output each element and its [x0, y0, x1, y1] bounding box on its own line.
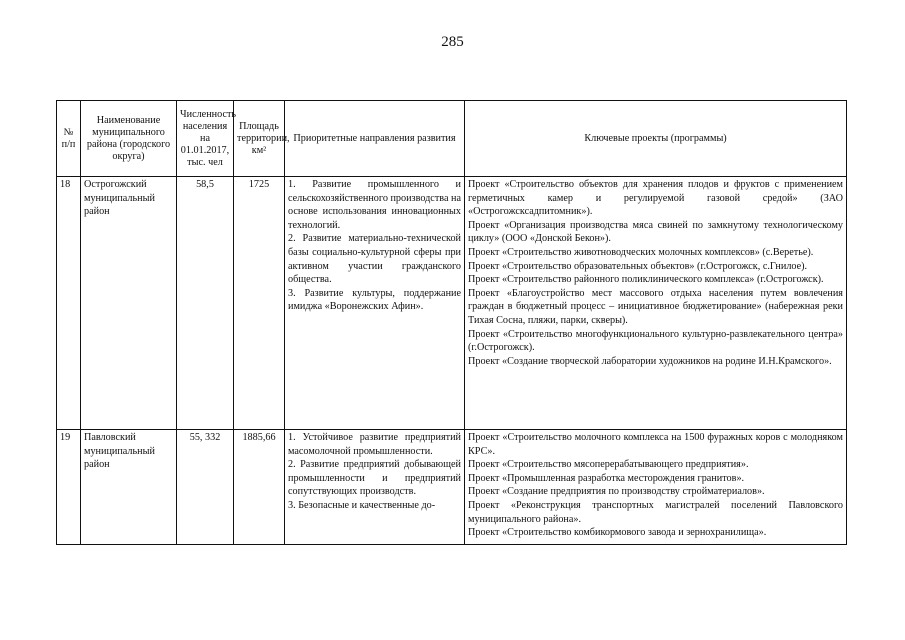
- direction-item: 3. Развитие культуры, поддержание имиджа «Воронежских Афин».: [288, 287, 461, 313]
- project-item: Проект «Создание творческой лаборатории художников на родине И.Н.Крамского».: [468, 355, 832, 367]
- project-item: Проект «Промышленная разработка месторождения гранитов».: [468, 472, 745, 484]
- project-item: Проект «Строительство районного поликлинического комплекса» (г.Острогожск).: [468, 274, 824, 286]
- project-item: Проект «Благоустройство мест массового отдыха населения путем вовлечения граждан в бюджетный процесс – инициативное бюджетирование» (набережная реки Тихая Сосна, пляжи, парки, скверы).: [468, 287, 843, 326]
- header-projects: Ключевые проекты (программы): [465, 101, 847, 177]
- header-directions: Приоритетные направления развития: [285, 101, 465, 177]
- row-district-name: Павловский муниципальный район: [81, 430, 177, 545]
- row-area: 1725: [234, 177, 285, 430]
- project-item: Проект «Создание предприятия по производству стройматериалов».: [468, 486, 765, 498]
- project-item: Проект «Организация производства мяса свиней по замкнутому технологическому циклу» (ООО «Донской Бекон»).: [468, 219, 843, 245]
- table-row: [57, 177, 847, 430]
- project-item: Проект «Строительство комбикормового завода и зернохранилища».: [468, 527, 767, 539]
- direction-item: 1. Развитие промышленного и сельскохозяйственного производства на основе использования инновационных технологий.: [288, 179, 461, 231]
- row-num: 19: [57, 430, 81, 545]
- row-district-name: Острогожский муниципальный район: [81, 177, 177, 430]
- row-projects: [465, 430, 847, 545]
- project-item: Проект «Реконструкция транспортных магистралей поселений Павловского муниципального района».: [468, 499, 843, 525]
- row-projects: [465, 177, 847, 430]
- header-num: № п/п: [57, 101, 81, 177]
- header-area: Площадь территории, км²: [234, 101, 285, 177]
- row-directions: [285, 430, 465, 545]
- direction-item: 3. Безопасные и качественные до-: [288, 499, 436, 511]
- project-item: Проект «Строительство мясоперерабатывающего предприятия».: [468, 459, 749, 471]
- row-population: 58,5: [177, 177, 234, 430]
- row-population: 55, 332: [177, 430, 234, 545]
- project-item: Проект «Строительство многофункционального культурно-развлекательного центра» (г.Острогожск).: [468, 328, 843, 354]
- project-item: Проект «Строительство молочного комплекса на 1500 фуражных коров с молодняком КРС».: [468, 432, 843, 457]
- table-row: [57, 430, 847, 545]
- table-header-row: [57, 101, 847, 177]
- regional-projects-table: [56, 100, 847, 545]
- row-num: 18: [57, 177, 81, 430]
- project-item: Проект «Строительство образовательных объектов» (г.Острогожск, с.Гнилое).: [468, 260, 808, 272]
- header-name: Наименование муниципального района (городского округа): [81, 101, 177, 177]
- direction-item: 2. Развитие предприятий добывающей промышленности и предприятий сопутствующих производств.: [288, 459, 461, 498]
- direction-item: 1. Устойчивое развитие предприятий масомолочной промышленности.: [288, 432, 461, 457]
- row-area: 1885,66: [234, 430, 285, 545]
- project-item: Проект «Строительство объектов для хранения плодов и фруктов с применением герметичных камер и регулируемой газовой средой» (ЗАО «Острогожсксадпитомник»).: [468, 179, 843, 218]
- header-population: Численность населения на 01.01.2017, тыс. чел: [177, 101, 234, 177]
- row-directions: [285, 177, 465, 430]
- direction-item: 2. Развитие материально-технической базы социально-культурной сферы при активном участии гражданского общества.: [288, 233, 461, 286]
- project-item: Проект «Строительство животноводческих молочных комплексов» (с.Веретье).: [468, 246, 814, 258]
- page-number: 285: [441, 34, 464, 50]
